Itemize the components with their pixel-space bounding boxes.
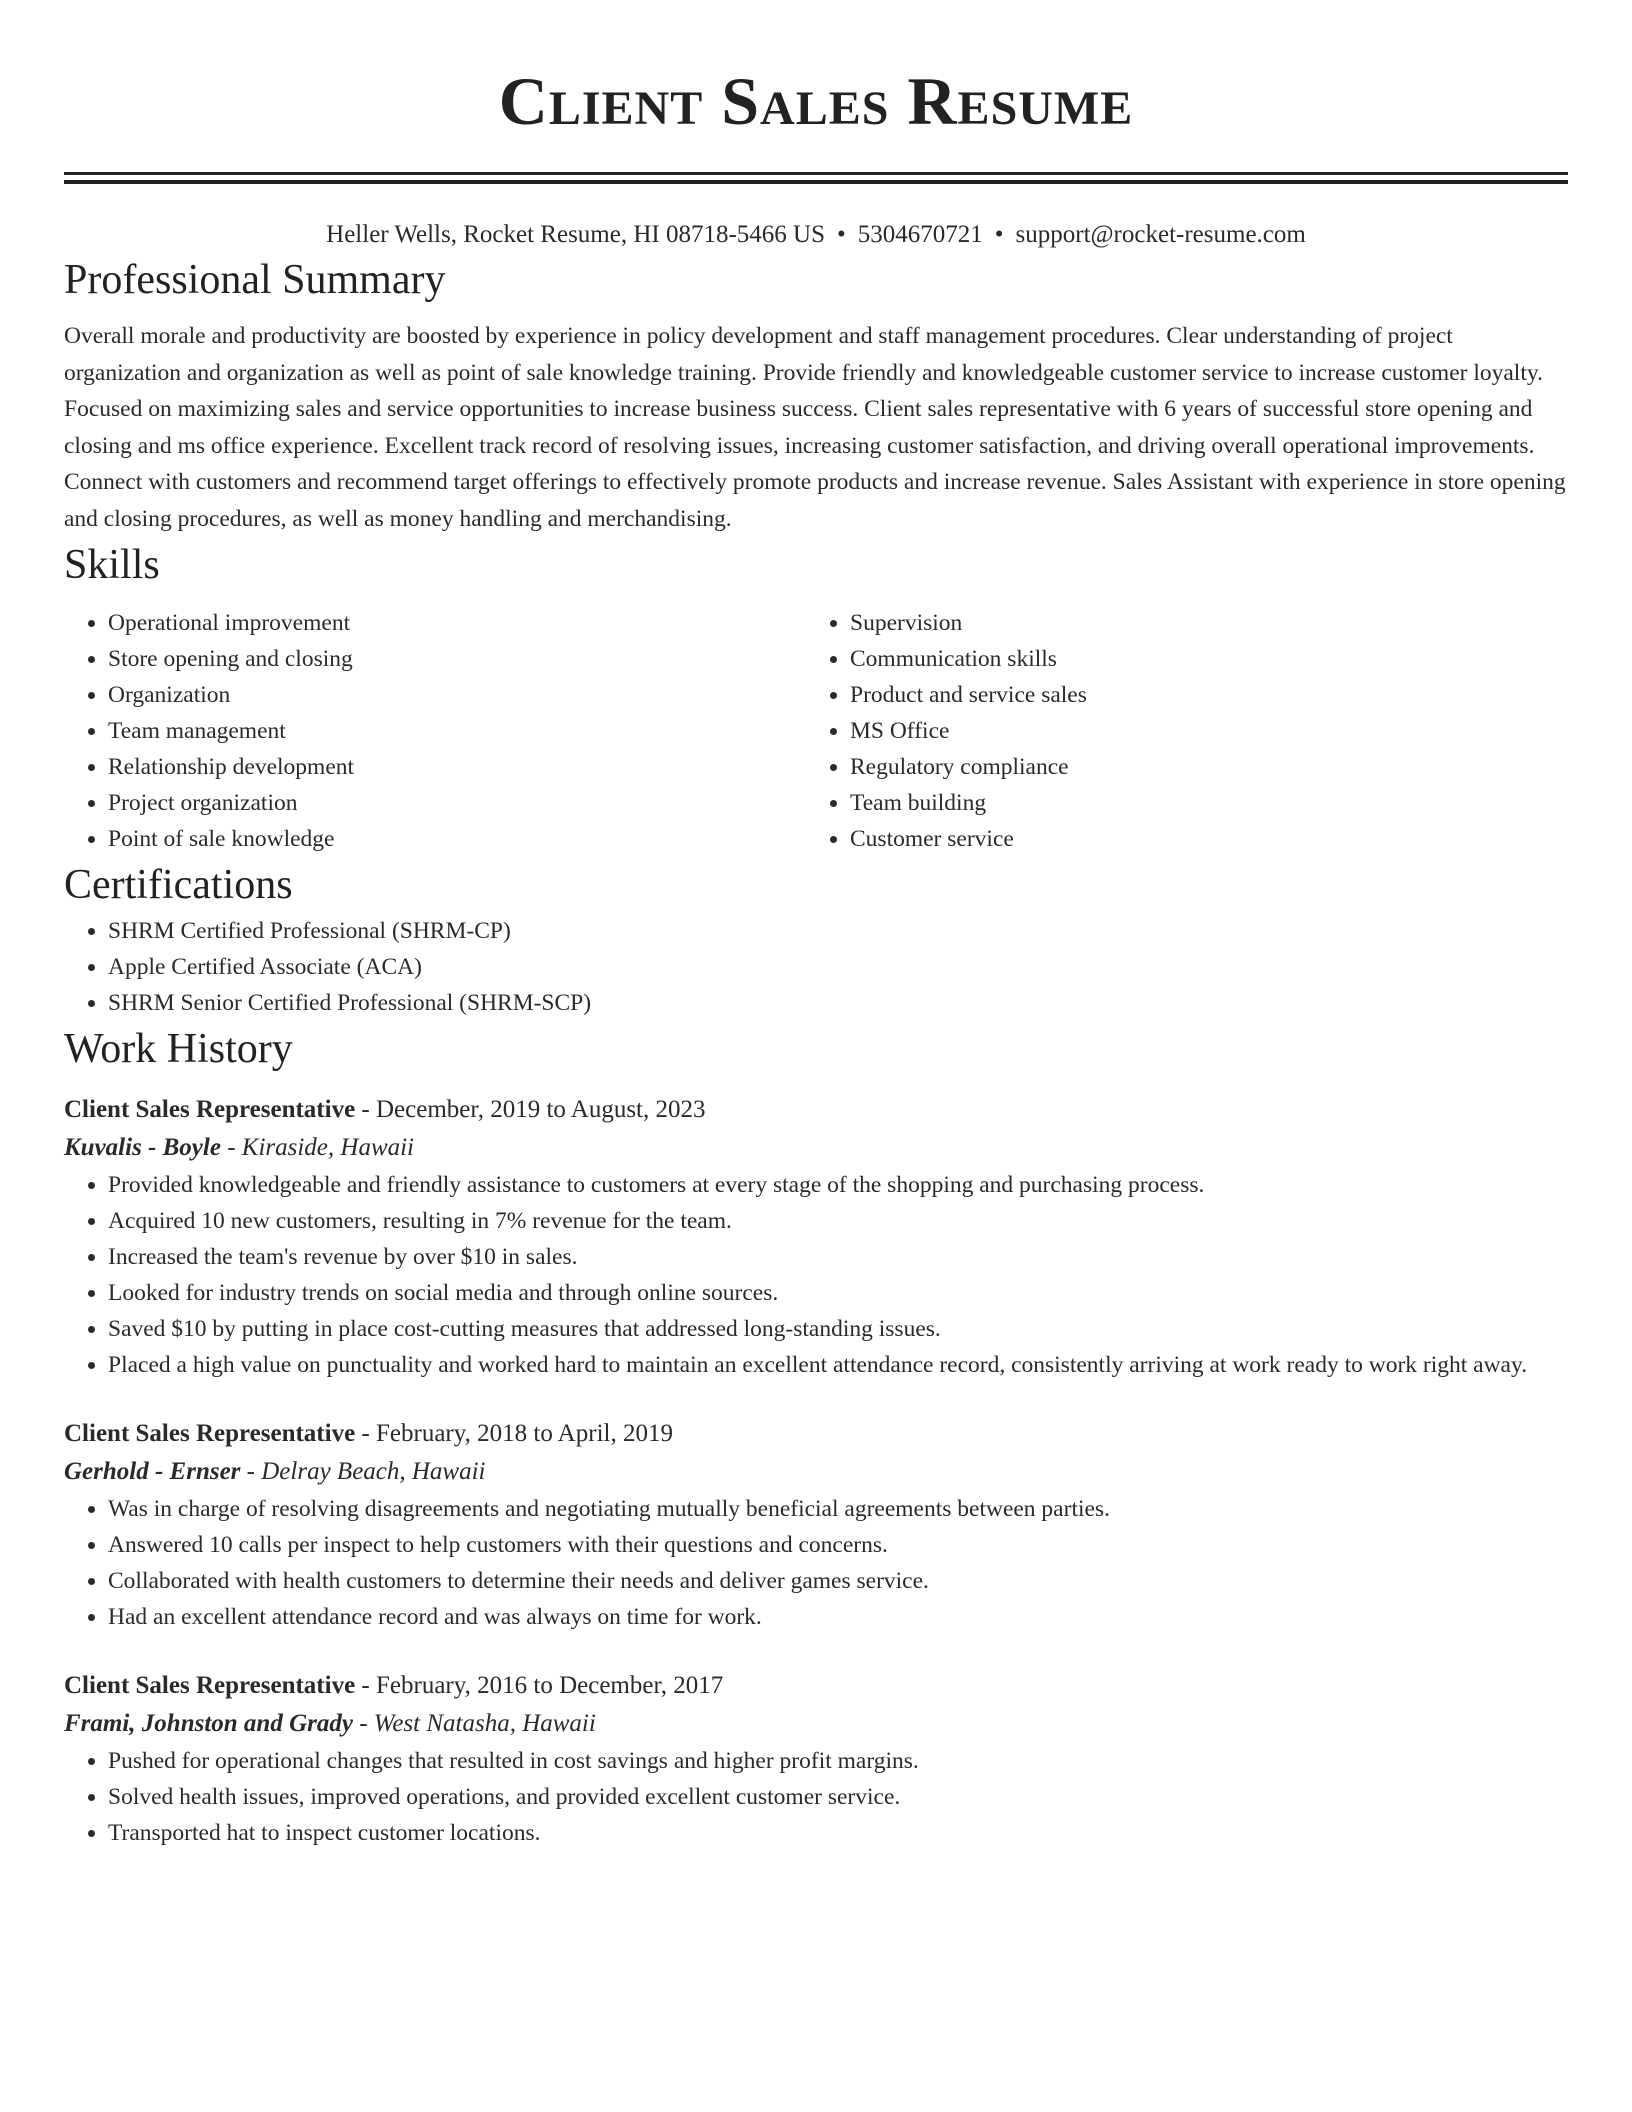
certification-item: • Apple Certified Associate (ACA) bbox=[108, 949, 1568, 985]
certification-item: • SHRM Senior Certified Professional (SHRM-SCP) bbox=[108, 985, 1568, 1021]
job-bullet: • Increased the team's revenue by over $10 in sales. bbox=[108, 1239, 1568, 1275]
skill-item: • Project organization bbox=[108, 785, 806, 821]
job-bullets bbox=[64, 1491, 1568, 1635]
job-dates: - February, 2018 to April, 2019 bbox=[355, 1420, 673, 1447]
skill-item: • Relationship development bbox=[108, 749, 806, 785]
skill-item: • Communication skills bbox=[850, 641, 1568, 677]
contact-email[interactable]: support@rocket-resume.com bbox=[1015, 221, 1306, 248]
job-entry bbox=[64, 1415, 1568, 1635]
skills-left-list bbox=[64, 605, 806, 857]
job-company: Kuvalis - Boyle bbox=[64, 1134, 221, 1161]
job-entry bbox=[64, 1091, 1568, 1383]
summary-text: Overall morale and productivity are boosted by experience in policy development and staff management procedures. Clear understanding of project organization and organization as well as point of sale knowledge training. Provide friendly and knowledgeable customer service to increase customer loyalty. Focused on maximizing sales and service opportunities to increase business success. Client sales representative with 6 years of successful store opening and closing and ms office experience. Excellent track record of resolving issues, increasing customer satisfaction, and driving overall operational improvements. Connect with customers and recommend target offerings to effectively promote products and increase revenue. Sales Assistant with experience in store opening and closing procedures, as well as money handling and merchandising. bbox=[64, 323, 1566, 532]
contact-separator: • bbox=[994, 221, 1004, 248]
skill-item: • Team management bbox=[108, 713, 806, 749]
certifications-list bbox=[64, 913, 1568, 1021]
job-title: Client Sales Representative bbox=[64, 1420, 356, 1447]
contact-line bbox=[64, 218, 1568, 252]
job-bullet: • Provided knowledgeable and friendly assistance to customers at every stage of the shopping and purchasing process. bbox=[108, 1167, 1568, 1203]
skill-item: • Store opening and closing bbox=[108, 641, 806, 677]
job-company: Gerhold - Ernser bbox=[64, 1458, 241, 1485]
skill-item: • Team building bbox=[850, 785, 1568, 821]
job-location: - West Natasha, Hawaii bbox=[352, 1710, 596, 1737]
skill-item: • Regulatory compliance bbox=[850, 749, 1568, 785]
skill-item: • Operational improvement bbox=[108, 605, 806, 641]
job-title: Client Sales Representative bbox=[64, 1672, 356, 1699]
certification-item: • SHRM Certified Professional (SHRM-CP) bbox=[108, 913, 1568, 949]
job-bullet: • Solved health issues, improved operations, and provided excellent customer service. bbox=[108, 1779, 1568, 1815]
job-company-line bbox=[64, 1705, 1568, 1743]
job-location: - Delray Beach, Hawaii bbox=[240, 1458, 486, 1485]
job-bullets bbox=[64, 1167, 1568, 1383]
skill-item: • Customer service bbox=[850, 821, 1568, 857]
job-title-line bbox=[64, 1091, 1568, 1129]
skill-item: • Organization bbox=[108, 677, 806, 713]
skill-item: • MS Office bbox=[850, 713, 1568, 749]
job-bullet: • Transported hat to inspect customer locations. bbox=[108, 1815, 1568, 1851]
job-dates: - December, 2019 to August, 2023 bbox=[355, 1096, 706, 1123]
summary-heading: Professional Summary bbox=[64, 257, 446, 303]
job-company-line bbox=[64, 1129, 1568, 1167]
title-double-rule bbox=[64, 172, 1568, 184]
job-bullet: • Placed a high value on punctuality and worked hard to maintain an excellent attendance record, consistently arriving at work ready to work right away. bbox=[108, 1347, 1568, 1383]
job-company: Frami, Johnston and Grady bbox=[64, 1710, 353, 1737]
job-bullet: • Looked for industry trends on social media and through online sources. bbox=[108, 1275, 1568, 1311]
work-history-heading: Work History bbox=[64, 1026, 293, 1072]
job-dates: - February, 2016 to December, 2017 bbox=[355, 1672, 724, 1699]
job-title-line bbox=[64, 1667, 1568, 1705]
skills-heading: Skills bbox=[64, 542, 160, 588]
skill-item: • Point of sale knowledge bbox=[108, 821, 806, 857]
contact-address: Heller Wells, Rocket Resume, HI 08718-5466 US bbox=[326, 221, 825, 248]
skill-item: • Product and service sales bbox=[850, 677, 1568, 713]
contact-separator: • bbox=[837, 221, 846, 248]
job-bullet: • Saved $10 by putting in place cost-cutting measures that addressed long-standing issues. bbox=[108, 1311, 1568, 1347]
job-bullets bbox=[64, 1743, 1568, 1851]
job-location: - Kiraside, Hawaii bbox=[220, 1134, 415, 1161]
resume-title: Client Sales Resume bbox=[498, 63, 1134, 139]
skills-grid bbox=[64, 605, 1568, 857]
job-bullet: • Pushed for operational changes that resulted in cost savings and higher profit margins. bbox=[108, 1743, 1568, 1779]
job-bullet: • Had an excellent attendance record and was always on time for work. bbox=[108, 1599, 1568, 1635]
job-company-line bbox=[64, 1453, 1568, 1491]
job-title-line bbox=[64, 1415, 1568, 1453]
job-bullet: • Collaborated with health customers to determine their needs and deliver games service. bbox=[108, 1563, 1568, 1599]
job-bullet: • Acquired 10 new customers, resulting in 7% revenue for the team. bbox=[108, 1203, 1568, 1239]
job-bullet: • Answered 10 calls per inspect to help customers with their questions and concerns. bbox=[108, 1527, 1568, 1563]
contact-phone[interactable]: 5304670721 bbox=[857, 221, 983, 248]
certifications-heading: Certifications bbox=[64, 862, 293, 908]
job-bullet: • Was in charge of resolving disagreements and negotiating mutually beneficial agreements between parties. bbox=[108, 1491, 1568, 1527]
skill-item: • Supervision bbox=[850, 605, 1568, 641]
job-title: Client Sales Representative bbox=[64, 1096, 356, 1123]
job-entry bbox=[64, 1667, 1568, 1851]
skills-right-list bbox=[806, 605, 1568, 857]
